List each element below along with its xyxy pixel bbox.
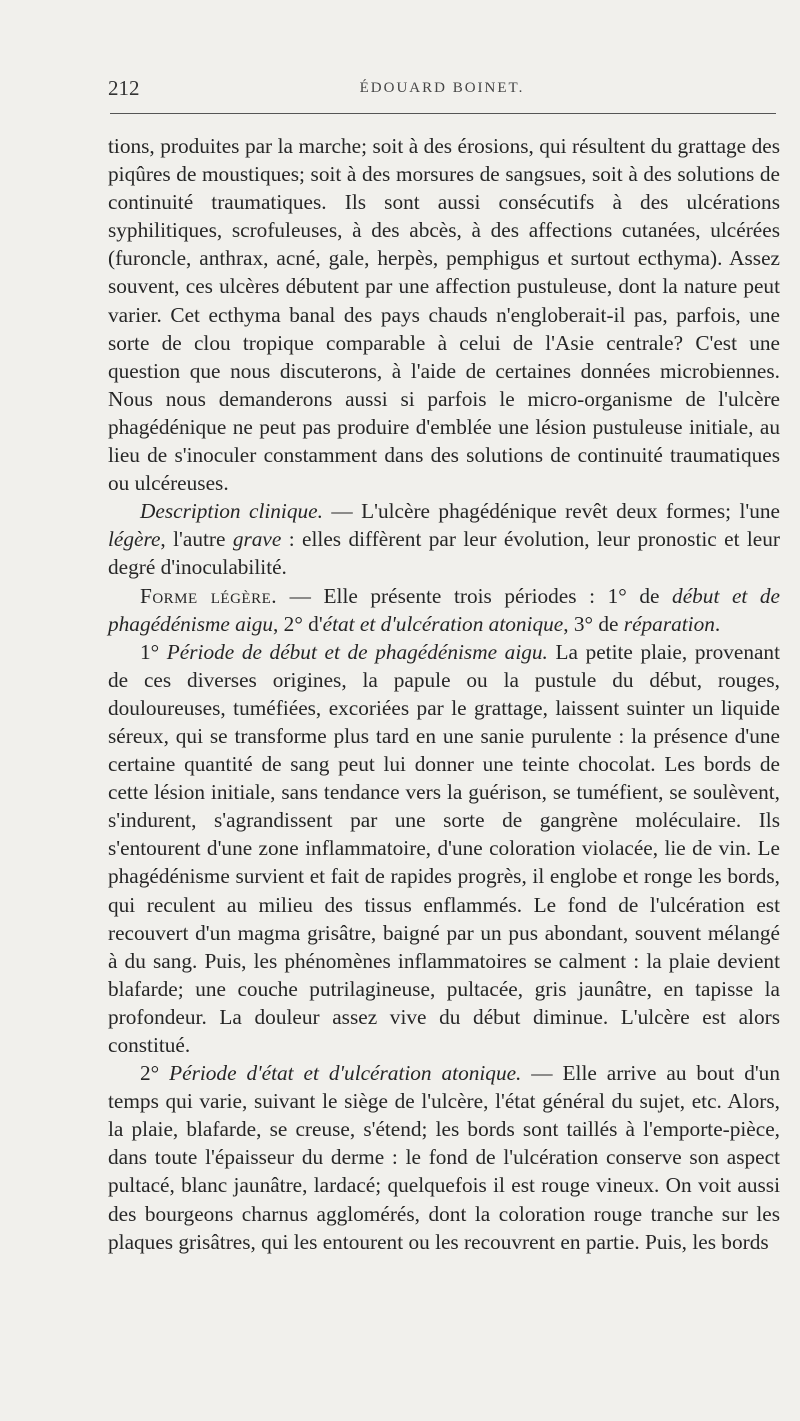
text-run: , l'autre — [160, 527, 233, 552]
text-run: — Elle présente trois périodes : 1° de — [277, 583, 673, 608]
section-heading-clinical: Description clinique. — [140, 499, 323, 524]
paragraph-1: tions, produites par la marche; soit à des érosions, qui résultent du grattage des piqûres de moustiques; soit à des morsures de sangsues, soit à des solutions de continuité traumatiques. Ils sont aussi consécutifs à des ulcérations syphilitiques, scrofuleuses, à des abcès, à des affections cutanées, ulcérées (furoncle, anthrax, acné, gale, herpès, pemphigus et surtout ecthyma). Assez souvent, ces ulcères débutent par une affection pustuleuse, dont la nature peut varier. Cet ecthyma banal des pays chauds n'engloberait-il pas, parfois, une sorte de clou tropique comparable à celui de l'Asie centrale? C'est une question que nous discuterons, à l'aide de certaines données microbiennes. Nous nous demanderons aussi si parfois le micro-organisme de l'ulcère phagédénique ne peut pas produire d'emblée une lésion pustuleuse initiale, au lieu de s'inoculer constamment dans des solutions de continuité traumatiques ou ulcéreuses. — [108, 134, 780, 496]
text-run: , 3° de — [563, 611, 624, 636]
text-run: La petite plaie, provenant de ces diverses origines, la papule ou la pustule du début, rouges, douloureuses, tuméfiées, excoriées par le grattage, laissent suinter un liquide séreux, qui se transforme plus tard en une sanie purulente : la présence d'une certaine quantité de sang peut lui donner une teinte chocolat. Les bords de cette lésion initiale, sans tendance vers la guérison, se tuméfient, se soulèvent, s'indurent, s'agrandissent par une sorte de gangrène moléculaire. Ils s'entourent d'une zone inflammatoire, d'une coloration violacée, lie de vin. Le phagédénisme survient et fait de rapides progrès, il englobe et ronge les bords, qui reculent au milieu des tissus enflammés. Le fond de l'ulcération est recouvert d'un magma grisâtre, baigné par un pus abondant, souvent mélangé à du sang. Puis, les phénomènes inflammatoires se calment : la plaie devient blafarde; une couche putrilagineuse, pultacée, gris jaunâtre, en tapisse la profondeur. La douleur assez vive du début diminue. L'ulcère est alors constitué. — [108, 639, 780, 1057]
emphasis: légère — [108, 527, 161, 552]
running-title: ÉDOUARD BOINET. — [359, 80, 525, 96]
paragraph-5 — [108, 1059, 780, 1256]
emphasis: grave — [232, 527, 282, 552]
text-run: : elles diffèrent par leur évolution, leur pronostic et leur degré d'inoculabilité. — [108, 527, 780, 580]
header-rule — [110, 113, 776, 114]
list-number: 1° — [140, 639, 167, 664]
text-run: , 2° d' — [273, 611, 323, 636]
subsection-heading-atonic: Période d'état et d'ulcération atonique. — [169, 1061, 522, 1086]
emphasis: réparation — [623, 611, 715, 636]
emphasis: début et de phagédénisme aigu — [108, 583, 780, 636]
paragraph-4 — [108, 638, 780, 1059]
section-heading-mild-form: Forme légère. — [140, 583, 278, 608]
paragraph-2 — [108, 497, 780, 581]
paragraph-3 — [108, 582, 780, 638]
body-text — [108, 132, 780, 1256]
running-head — [108, 76, 776, 104]
subsection-heading-onset: Période de début et de phagédénisme aigu. — [166, 639, 548, 664]
text-run: . — [714, 611, 721, 636]
text-run: — Elle arrive au bout d'un temps qui varie, suivant le siège de l'ulcère, l'état général du sujet, etc. Alors, la plaie, blafarde, se creuse, s'étend; les bords sont taillés à l'emporte-pièce, dans toute l'épaisseur du derme : le fond de l'ulcération conserve son aspect pultacé, blanc jaunâtre, lardacé; quelquefois il est rouge vineux. On voit aussi des bourgeons charnus agglomérés, dont la coloration rouge tranche sur les plaques grisâtres, qui les entourent ou les recouvrent en partie. Puis, les bords — [108, 1061, 780, 1254]
text-run: — L'ulcère phagédénique revêt deux formes; l'une — [322, 499, 780, 524]
page-number: 212 — [108, 76, 140, 100]
list-number: 2° — [140, 1061, 170, 1086]
emphasis: état et d'ulcération atonique — [322, 611, 564, 636]
